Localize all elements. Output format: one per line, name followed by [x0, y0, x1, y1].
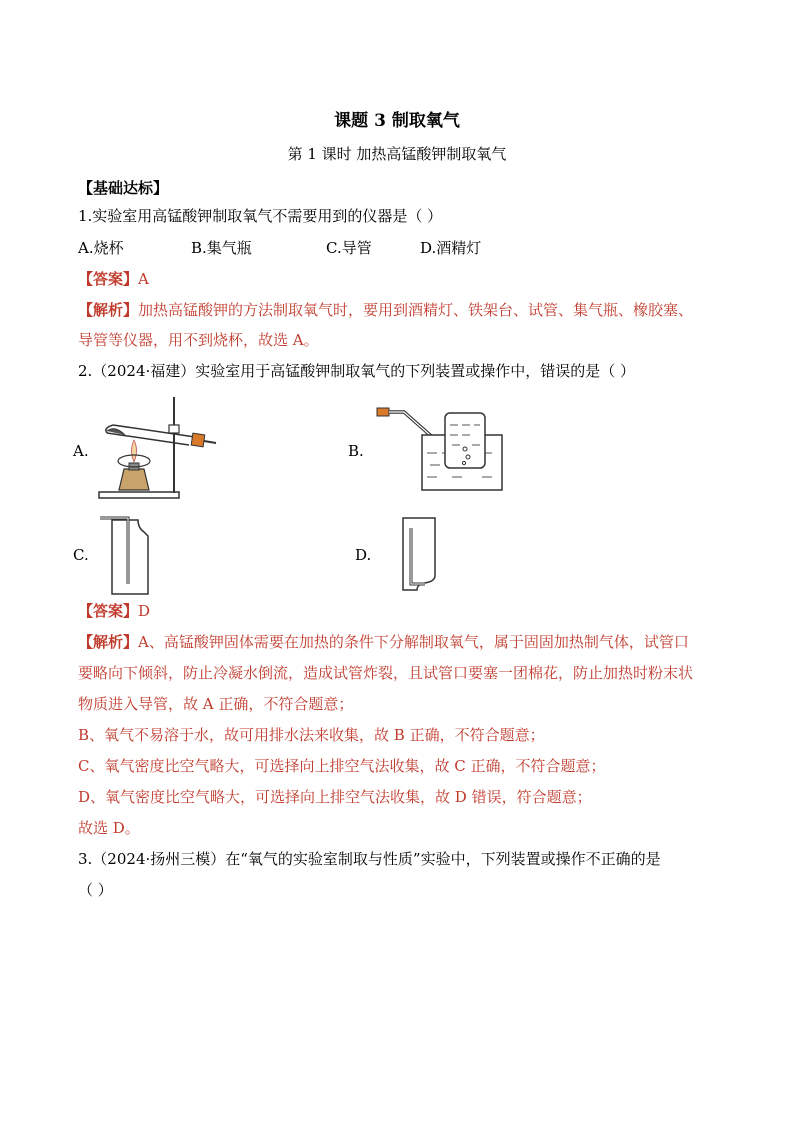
answer-label: 【答案】 [78, 270, 139, 288]
q2-figure-label-c: C. [73, 546, 89, 564]
figure-d-downward-air-displacement [395, 514, 445, 594]
q2-analysis-line-5: C、氧气密度比空气略大，可选择向上排空气法收集，故 C 正确，不符合题意； [78, 757, 606, 775]
q2-figure-label-a: A. [73, 442, 89, 460]
q1-analysis-line-1: 【解析】加热高锰酸钾的方法制取氧气时，要用到酒精灯、铁架台、试管、集气瓶、橡胶塞、 [78, 301, 694, 319]
q1-stem: 1.实验室用高锰酸钾制取氧气不需要用到的仪器是（ ） [78, 207, 443, 225]
q1-answer [78, 269, 149, 289]
q2-analysis-line-7: 故选 D。 [78, 819, 140, 837]
answer-label: 【答案】 [78, 602, 139, 620]
analysis-label: 【解析】 [78, 301, 139, 319]
q1-option-b: B.集气瓶 [191, 239, 252, 257]
q3-stem-line-2: （ ） [78, 881, 113, 899]
figure-c-upward-air-displacement [98, 514, 158, 596]
lesson-subtitle: 第 1 课时 加热高锰酸钾制取氧气 [287, 145, 507, 163]
q2-analysis-line-2: 要略向下倾斜，防止冷凝水倒流，造成试管炸裂，且试管口要塞一团棉花，防止加热时粉末状 [78, 664, 694, 682]
q1-option-d: D.酒精灯 [420, 239, 482, 257]
page-title: 课题 3 制取氧气 [334, 111, 460, 131]
q1-analysis-line-2: 导管等仪器，用不到烧杯，故选 A。 [78, 331, 319, 349]
q2-analysis-line-3: 物质进入导管，故 A 正确，不符合题意； [78, 695, 354, 713]
q2-analysis-line-4: B、氧气不易溶于水，故可用排水法来收集，故 B 正确，不符合题意； [78, 726, 545, 744]
q1-option-a: A.烧杯 [78, 239, 124, 257]
q2-stem: 2.（2024·福建）实验室用于高锰酸钾制取氧气的下列装置或操作中，错误的是（ ） [78, 362, 636, 380]
analysis-label: 【解析】 [78, 633, 139, 651]
q2-answer [78, 601, 150, 621]
q2-analysis-line-6: D、氧气密度比空气略大，可选择向上排空气法收集，故 D 错误，符合题意； [78, 788, 592, 806]
figure-b-water-collection [372, 405, 507, 495]
q2-analysis-line-1: 【解析】A、高锰酸钾固体需要在加热的条件下分解制取氧气，属于固固加热制气体，试管口 [78, 633, 689, 651]
q1-option-c: C.导管 [326, 239, 372, 257]
q2-figure-label-d: D. [355, 546, 372, 564]
answer-value: A [138, 270, 149, 288]
figure-a-heating-apparatus [95, 395, 220, 505]
section-heading: 【基础达标】 [78, 179, 169, 197]
q2-figure-label-b: B. [348, 442, 364, 460]
q3-stem-line-1: 3.（2024·扬州三模）在“氧气的实验室制取与性质”实验中，下列装置或操作不正确的是 [78, 850, 661, 868]
answer-value: D [138, 602, 151, 620]
